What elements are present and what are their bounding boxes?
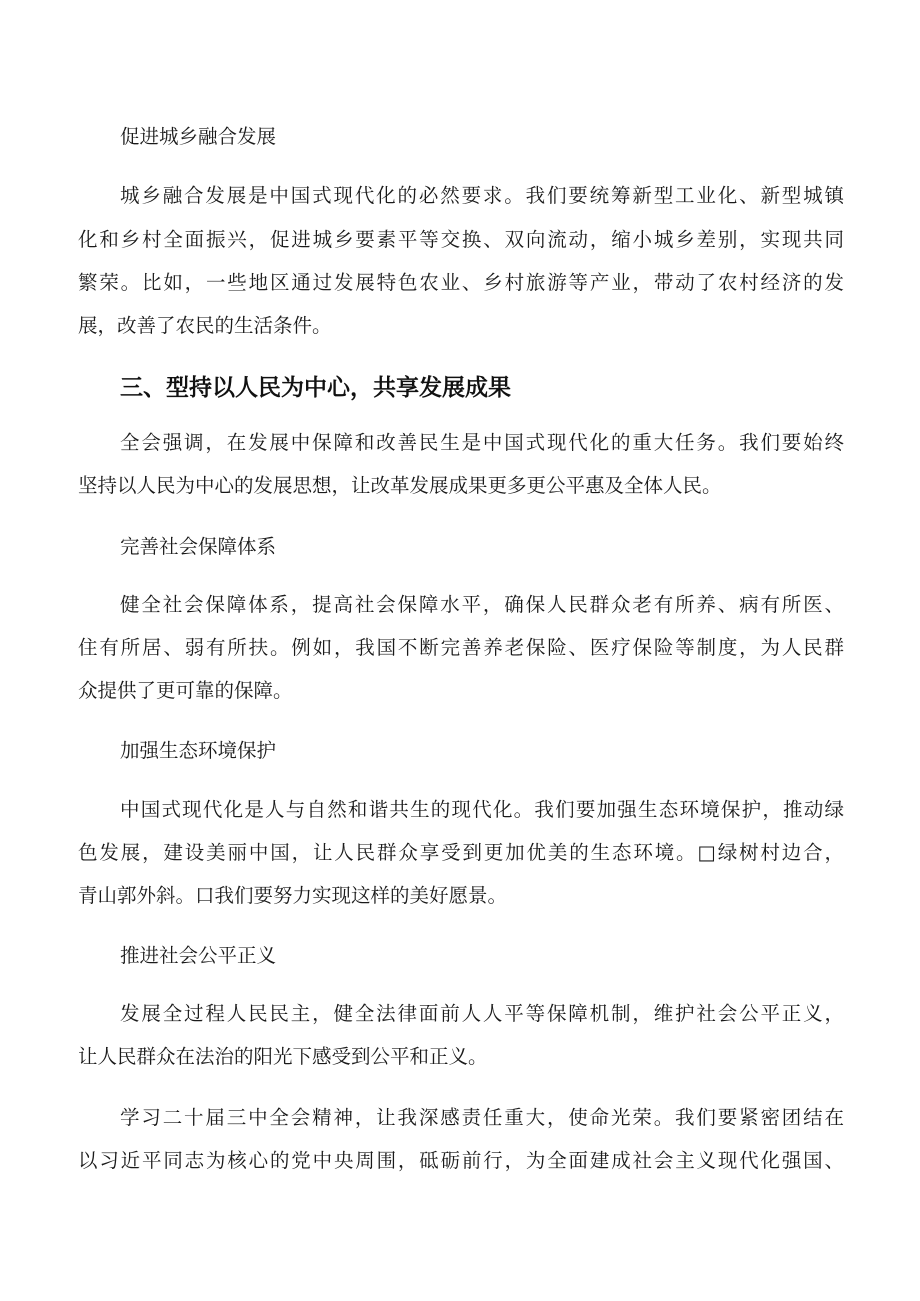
paragraph-line: 学习二十届三中全会精神，让我深感责任重大，使命光荣。我们要紧密团结在	[120, 1106, 844, 1129]
section-title-social-security: 完善社会保障体系	[120, 535, 277, 558]
paragraph-line: 以习近平同志为核心的党中央周围，砥砺前行，为全面建成社会主义现代化强国、	[78, 1149, 844, 1172]
paragraph-line: 青山郭外斜。口我们要努力实现这样的美好愿景。	[78, 884, 508, 907]
paragraph-line: 化和乡村全面振兴，促进城乡要素平等交换、双向流动，缩小城乡差别，实现共同	[78, 228, 844, 251]
paragraph-line: 健全社会保障体系，提高社会保障水平，确保人民群众老有所养、病有所医、	[120, 593, 844, 616]
section-heading-three: 三、型持以人民为中心，共享发展成果	[120, 375, 511, 401]
section-title-social-justice: 推进社会公平正义	[120, 944, 277, 967]
paragraph-line: 中国式现代化是人与自然和谐共生的现代化。我们要加强生态环境保护，推动绿	[120, 798, 844, 821]
paragraph-line: 城乡融合发展是中国式现代化的必然要求。我们要统筹新型工业化、新型城镇	[120, 184, 844, 207]
paragraph-line: 色发展，建设美丽中国，让人民群众享受到更加优美的生态环境。□绿树村边合，	[78, 841, 844, 864]
paragraph-line: 全会强调，在发展中保障和改善民生是中国式现代化的重大任务。我们要始终	[120, 431, 844, 454]
paragraph-line: 发展全过程人民民主，健全法律面前人人平等保障机制，维护社会公平正义，	[120, 1002, 844, 1025]
paragraph-line: 坚持以人民为中心的发展思想，让改革发展成果更多更公平惠及全体人民。	[78, 474, 722, 497]
paragraph-line: 住有所居、弱有所扶。例如，我国不断完善养老保险、医疗保险等制度，为人民群	[78, 636, 844, 659]
section-title-urban-rural: 促进城乡融合发展	[120, 125, 277, 148]
paragraph-line: 众提供了更可靠的保障。	[78, 679, 293, 702]
paragraph-line: 展，改善了农民的生活条件。	[78, 314, 332, 337]
paragraph-line: 繁荣。比如，一些地区通过发展特色农业、乡村旅游等产业，带动了农村经济的发	[78, 271, 844, 294]
section-title-ecology: 加强生态环境保护	[120, 739, 277, 762]
paragraph-line: 让人民群众在法治的阳光下感受到公平和正义。	[78, 1045, 488, 1068]
